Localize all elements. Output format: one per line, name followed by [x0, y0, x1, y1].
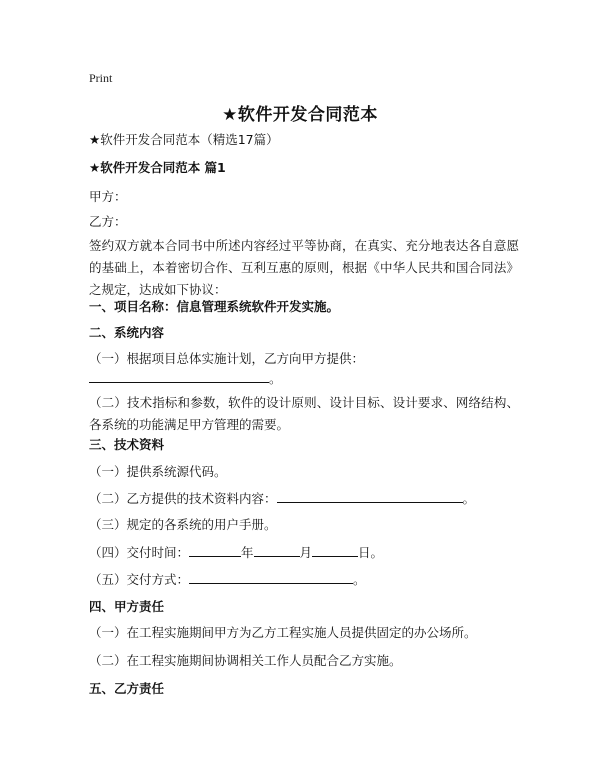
- period: 。: [269, 371, 282, 386]
- item3-paragraph-4: [89, 542, 519, 564]
- fill-in-blank: [277, 490, 463, 503]
- month-label: 月: [299, 545, 313, 560]
- preamble-paragraph: 签约双方就本合同书中所述内容经过平等协商，在真实、充分地表达各自意愿的基础上，本着密切合作、互利互惠的原则，根据《中华人民共和国合同法》之规定，达成如下协议：: [89, 238, 519, 297]
- day-label: 日。: [358, 545, 384, 560]
- party-a-label: 甲方：: [89, 189, 127, 204]
- item3-paragraph-1: （一）提供系统源代码。: [89, 464, 227, 479]
- delivery-method-label: （五）交付方式：: [89, 572, 190, 587]
- item3-paragraph-2: [89, 488, 519, 510]
- day-blank: [312, 544, 358, 557]
- party-b-label: 乙方：: [89, 214, 127, 229]
- document-title: ★软件开发合同范本: [222, 105, 378, 125]
- item2-paragraph-1-blank-line: [89, 368, 519, 390]
- fill-in-blank: [89, 370, 269, 383]
- print-label: Print: [89, 71, 113, 85]
- item3-paragraph-5: [89, 569, 519, 591]
- item3-paragraph-3: （三）规定的各系统的用户手册。: [89, 517, 277, 532]
- year-blank: [189, 544, 241, 557]
- item4-paragraph-2: （二）在工程实施期间协调相关工作人员配合乙方实施。: [89, 653, 402, 668]
- period: 。: [462, 491, 476, 506]
- item4-heading: 四、甲方责任: [89, 599, 165, 614]
- item4-paragraph-1: （一）在工程实施期间甲方为乙方工程实施人员提供固定的办公场所。: [89, 625, 477, 640]
- period: 。: [353, 572, 366, 587]
- delivery-time-label: （四）交付时间：: [89, 545, 190, 560]
- document-subtitle: ★软件开发合同范本（精选17篇）: [89, 132, 279, 147]
- year-label: 年: [241, 545, 254, 560]
- item2-paragraph-2: （二）技术指标和参数，软件的设计原则、设计目标、设计要求、网络结构、各系统的功能满足甲方管理的需要。: [89, 395, 519, 432]
- item2-paragraph-1: （一）根据项目总体实施计划，乙方向甲方提供：: [89, 351, 365, 366]
- item3-heading: 三、技术资料: [89, 437, 165, 452]
- section-heading: ★软件开发合同范本 篇1: [89, 160, 226, 175]
- fill-in-blank: [189, 571, 353, 584]
- item1-heading: 一、项目名称：信息管理系统软件开发实施。: [89, 299, 340, 314]
- item2-heading: 二、系统内容: [89, 325, 165, 340]
- item5-heading: 五、乙方责任: [89, 681, 165, 696]
- month-blank: [254, 544, 300, 557]
- item3-paragraph-2-text: （二）乙方提供的技术资料内容：: [89, 491, 277, 506]
